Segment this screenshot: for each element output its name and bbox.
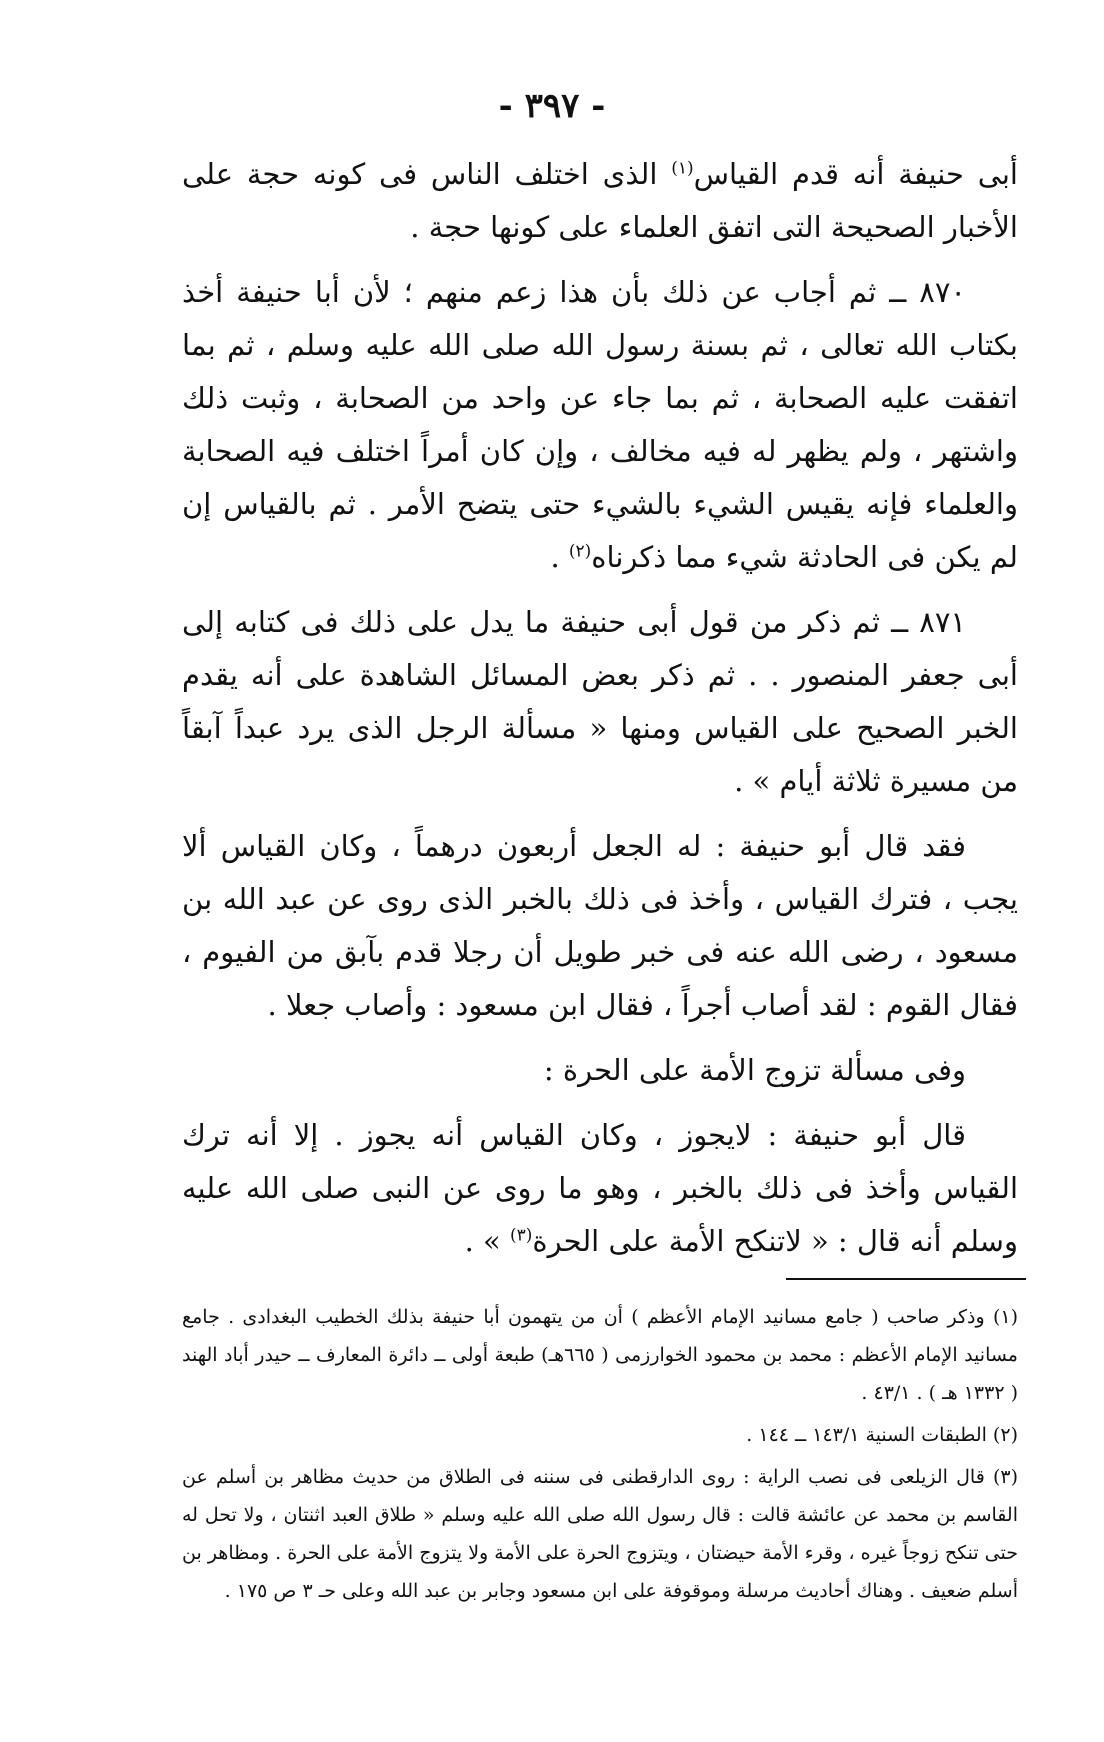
paragraph-1 (182, 148, 1018, 254)
paragraph-text: الذى اختلف الناس فى كونه حجة على الأخبار الصحيحة التى اتفق العلماء على كونها حجة . (182, 157, 1018, 244)
paragraph-871 (182, 596, 1018, 808)
paragraph-text: ٨٧١ ــ ثم ذكر من قول أبى حنيفة ما يدل على ذلك فى كتابه إلى أبى جعفر المنصور . . ثم ذكر بعض المسائل الشاهدة على أنه يقدم الخبر الصحيح على القياس ومنها « مسألة الرجل الذى يرد عبداً آبقاً من مسيرة ثلاثة أيام » . (182, 605, 1018, 798)
footnote-2: (٢) الطبقات السنية ١٤٣/١ ــ ١٤٤ . (746, 1424, 1018, 1446)
footnote-marker: (٢) (568, 541, 592, 562)
footnote-marker: (١) (671, 158, 694, 179)
paragraph-text: وفى مسألة تزوج الأمة على الحرة : (543, 1053, 966, 1087)
paragraph-text: ٨٧٠ ــ ثم أجاب عن ذلك بأن هذا زعم منهم ؛ لأن أبا حنيفة أخذ بكتاب الله تعالى ، ثم بسنة رسول الله صلى الله عليه وسلم ، ثم بما اتفقت عليه الصحابة ، ثم بما جاء عن واحد من الصحابة ، وثبت ذلك واشتهر ، ولم يظهر له فيه مخالف ، وإن كان أمراً اختلف فيه الصحابة والعلماء فإنه يقيس الشيء بالشيء حتى يتضح الأمر . ثم بالقياس إن لم يكن فى الحادثة شيء مما ذكرناه (182, 275, 1018, 574)
paragraph-870 (182, 266, 1018, 584)
footnotes (182, 1298, 1018, 1614)
main-text (182, 148, 1018, 1280)
footnote-marker: (٣) (510, 1225, 533, 1246)
paragraph-text: أبى حنيفة أنه قدم القياس (693, 157, 1018, 191)
footnote-3: (٣) قال الزيلعى فى نصب الراية : روى الدارقطنى فى سننه فى الطلاق من حديث مظاهر بن أسلم عن القاسم بن محمد عن عائشة قالت : قال رسول الله صلى الله عليه وسلم « طلاق العبد اثنتان ، ولا تحل له حتى تنكح زوجاً غيره ، وقرء الأمة حيضتان ، ويتزوج الحرة على الأمة ولا يتزوج الأمة على الحرة . ومظاهر بن أسلم ضعيف . وهناك أحاديث مرسلة وموقوفة على ابن مسعود وجابر بن عبد الله وعلى حـ ٣ ص ١٧٥ . (182, 1466, 1018, 1602)
paragraph-reward (182, 820, 1018, 1032)
paragraph-text: . (550, 540, 569, 574)
paragraph-heading-marriage (182, 1044, 1018, 1097)
paragraph-marriage (182, 1109, 1018, 1268)
page-number: - ٣٩٧ - (498, 86, 606, 126)
paragraph-text: قال أبو حنيفة : لايجوز ، وكان القياس أنه يجوز . إلا أنه ترك القياس وأخذ فى ذلك بالخبر ، وهو ما روى عن النبى صلى الله عليه وسلم أنه قال : « لاتنكح الأمة على الحرة (182, 1118, 1018, 1258)
footnote-divider (786, 1278, 1026, 1280)
paragraph-text: فقد قال أبو حنيفة : له الجعل أربعون درهماً ، وكان القياس ألا يجب ، فترك القياس ، وأخذ فى ذلك بالخبر الذى روى عن عبد الله بن مسعود ، رضى الله عنه فى خبر طويل أن رجلا قدم بآبق من الفيوم ، فقال القوم : لقد أصاب أجراً ، فقال ابن مسعود : وأصاب جعلا . (182, 829, 1018, 1022)
paragraph-text: » . (464, 1224, 510, 1258)
footnote-1: (١) وذكر صاحب ( جامع مسانيد الإمام الأعظم ) أن من يتهمون أبا حنيفة بذلك الخطيب البغدادى . جامع مسانيد الإمام الأعظم : محمد بن محمود الخوارزمى ( ٦٦٥هـ) طبعة أولى ــ دائرة المعارف ــ حيدر أباد الهند ( ١٣٣٢ هـ ) . ٤٣/١ . (182, 1306, 1018, 1404)
